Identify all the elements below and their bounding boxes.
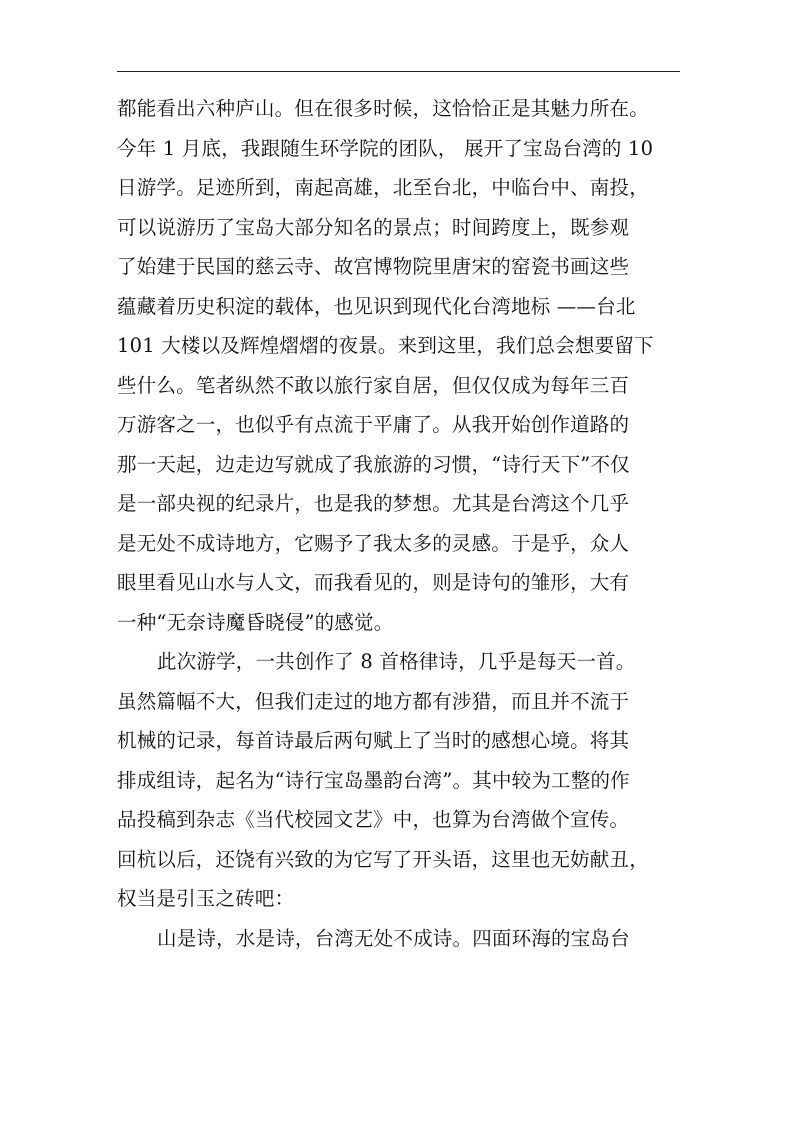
- text-line-15: 此次游学，一共创作了 8 首格律诗，几乎是每天一首。: [157, 650, 636, 673]
- text-line-6: 蕴藏着历史积淀的载体，也见识到现代化台湾地标 ——台北: [117, 294, 636, 318]
- text-line-17: 机械的记录，每首诗最后两句赋上了当时的感想心境。将其: [117, 729, 630, 752]
- text-line-4: 可以说游历了宝岛大部分知名的景点；时间跨度上，既参观: [117, 215, 630, 239]
- body-text: [117, 89, 687, 958]
- text-line-5: 了始建于民国的慈云寺、故宫博物院里唐宋的窑瓷书画这些: [117, 255, 630, 278]
- text-line-19: 品投稿到杂志《当代校园文艺》中，也算为台湾做个宣传。: [117, 808, 630, 831]
- text-line-12: 是无处不成诗地方，它赐予了我太多的灵感。于是乎，众人: [117, 531, 630, 555]
- text-line-20: 回杭以后，还饶有兴致的为它写了开头语，这里也无妨献丑，: [117, 847, 649, 871]
- text-line-9: 万游客之一，也似乎有点流于平庸了。从我开始创作道路的: [117, 413, 630, 436]
- text-line-7: 101 大楼以及辉煌熠熠的夜景。来到这里，我们总会想要留下: [117, 334, 654, 357]
- text-line-18: 排成组诗，起名为“诗行宝岛墨韵台湾”。其中较为工整的作: [117, 768, 630, 792]
- text-line-14: 一种“无奈诗魔昏晓侵”的感觉。: [117, 610, 394, 634]
- text-line-22: 山是诗，水是诗，台湾无处不成诗。四面环海的宝岛台: [157, 926, 630, 950]
- text-line-13: 眼里看见山水与人文，而我看见的，则是诗句的雏形，大有: [117, 571, 630, 594]
- header-rule: [117, 71, 680, 72]
- text-line-10: 那一天起，边走边写就成了我旅游的习惯，“诗行天下”不仅: [117, 452, 630, 476]
- text-line-21: 权当是引玉之砖吧：: [117, 887, 295, 910]
- text-line-11: 是一部央视的纪录片，也是我的梦想。尤其是台湾这个几乎: [117, 492, 630, 515]
- text-line-1: 都能看出六种庐山。但在很多时候，这恰恰正是其魅力所在。: [117, 97, 649, 120]
- text-line-8: 些什么。笔者纵然不敢以旅行家自居，但仅仅成为每年三百: [117, 373, 630, 397]
- text-line-3: 日游学。足迹所到，南起高雄，北至台北，中临台中、南投，: [117, 176, 649, 199]
- text-line-2: 今年 1 月底，我跟随生环学院的团队， 展开了宝岛台湾的 10: [117, 136, 654, 160]
- text-line-16: 虽然篇幅不大，但我们走过的地方都有涉猎，而且并不流于: [117, 689, 630, 713]
